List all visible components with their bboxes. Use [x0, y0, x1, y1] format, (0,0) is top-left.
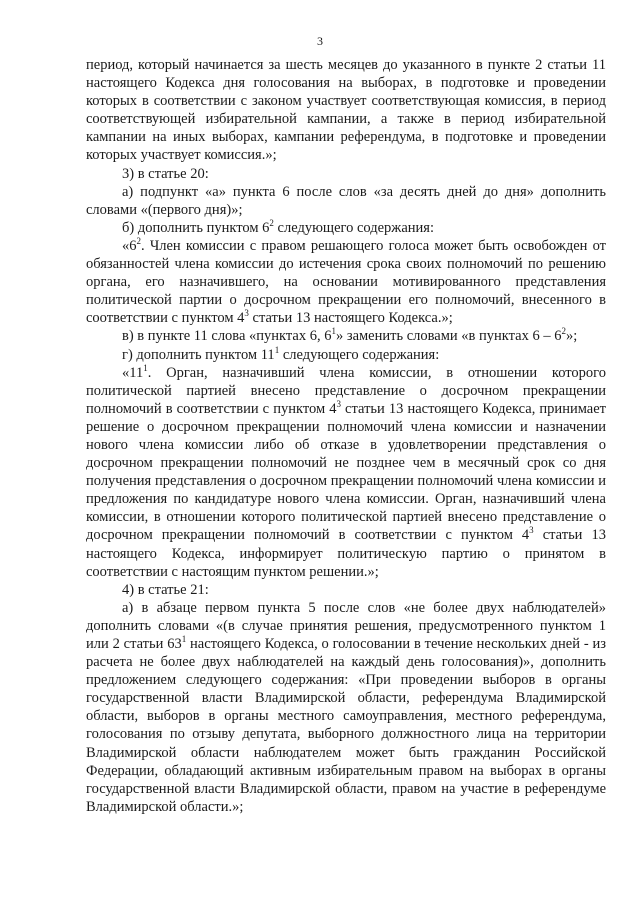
paragraph-article-20-heading: [86, 165, 606, 183]
text-run: статьи 13 настоящего Кодекса, информирует политическую партию о принятом в соответствии с настоящим пунктом решении.»;: [86, 527, 606, 580]
text-run: а) подпункт «а» пункта 6 после слов «за десять дней до дня» дополнить словами «(первого дня)»;: [86, 183, 606, 218]
text-run: б) дополнить пунктом 6: [122, 219, 270, 236]
text-run: . Орган, назначивший члена комиссии, в отношении которого политической партией внесено представление о досрочном прекращении полномочий в соответствии с пунктом 4: [86, 364, 606, 417]
text-run: »;: [565, 328, 578, 345]
text-run: а) в абзаце первом пункта 5 после слов «не более двух наблюдателей» дополнить словами «(в случае принятия решения, предусмотренного пунктом 1 или 2 статьи 63: [86, 599, 606, 652]
text-run: г) дополнить пунктом 11: [122, 346, 275, 363]
paragraph-20-g: [86, 346, 606, 364]
superscript: 3: [244, 308, 249, 319]
text-run: период, который начинается за шесть месяцев до указанного в пункте 2 статьи 11 настоящего Кодекса дня голосования на выборах, в подготовке и проведении которых в соответствии с законом участвует соответствующая комиссия, в период соответствующей избирательной кампании, а также в период избирательной кампании на иных выборах, кампании референдума, в подготовке и проведении которых участвует комиссия.»;: [86, 57, 606, 164]
document-body: [86, 56, 606, 816]
paragraph-20-a: [86, 183, 606, 219]
text-run: 3) в статье 20:: [122, 165, 209, 182]
text-run: «11: [122, 364, 144, 381]
paragraph-21-a: [86, 599, 606, 816]
text-run: 4) в статье 21:: [122, 581, 209, 598]
superscript: 3: [529, 525, 534, 536]
text-run: статьи 13 настоящего Кодекса, принимает решение о досрочном прекращении полномочий члена комиссии и назначении нового члена комиссии либо об отказе в удовлетворении представления о досрочном прекращении полномочий не позднее чем в месячный срок со дня получения представления о досрочном прекращении полномочий члена комиссии и предложения по кандидатуре нового члена комиссии. Орган, назначивший члена комиссии, в отношении которого политической партией внесено представление о досрочном прекращении полномочий в соответствии с пунктом 4: [86, 400, 606, 544]
paragraph-6-2-text: [86, 237, 606, 327]
text-run: настоящего Кодекса, о голосовании в течение нескольких дней - из расчета не более двух наблюдателей на каждый день голосования)», дополнить предложением следующего содержания: «При проведении выборов в органы государственной власти Владимирской области, референдума Владимирской области, выборов в органы местного самоуправления, местного референдума, голосования по отзыву депутата, выборного должностного лица на территории Владимирской области наблюдателем может быть гражданин Российской Федерации, обладающий активным избирательным правом на выборах в органы государственной власти Владимирской области, правом на участие в референдуме Владимирской области.»;: [86, 636, 606, 815]
superscript: 1: [181, 634, 187, 645]
paragraph-11-1-text: [86, 364, 606, 581]
paragraph-20-b: [86, 219, 606, 237]
text-run: статьи 13 настоящего Кодекса.»;: [248, 310, 453, 327]
paragraph-20-v: [86, 327, 606, 345]
paragraph-period-continuation: [86, 56, 606, 165]
superscript: 1: [143, 362, 148, 373]
paragraph-article-21-heading: [86, 581, 606, 599]
superscript: 2: [561, 326, 566, 337]
text-run: следующего содержания:: [273, 219, 434, 236]
superscript: 1: [331, 326, 336, 337]
page-number: 3: [317, 34, 323, 48]
superscript: 3: [336, 398, 341, 409]
text-run: в) в пункте 11 слова «пунктах 6, 6: [122, 328, 332, 345]
superscript: 2: [136, 236, 141, 247]
superscript: 2: [269, 218, 274, 229]
superscript: 1: [274, 344, 280, 355]
text-run: «6: [122, 237, 137, 254]
text-run: » заменить словами «в пунктах 6 – 6: [335, 328, 562, 345]
text-run: . Член комиссии с правом решающего голоса может быть освобожден от обязанностей члена комиссии до истечения срока своих полномочий по решению органа, его назначившего, на основании мотивированного представления политической партии о досрочном прекращении его полномочий, внесенного в соответствии с пунктом 4: [86, 237, 606, 327]
text-run: следующего содержания:: [279, 346, 440, 363]
